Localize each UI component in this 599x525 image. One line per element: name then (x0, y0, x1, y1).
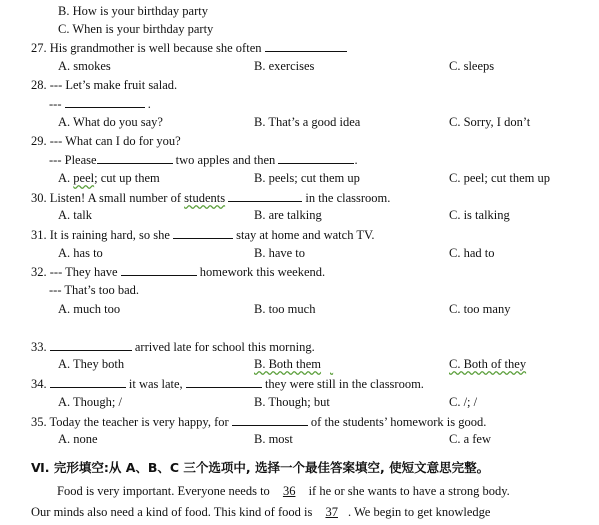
option-b: B. have to (254, 246, 306, 260)
answer-blank (186, 374, 262, 388)
reply-dash: --- (49, 97, 62, 111)
option-b: B. That’s a good idea (254, 115, 361, 129)
blank-number-36: 36 (282, 484, 296, 498)
question-34 (31, 374, 424, 392)
question-29-reply (49, 150, 358, 168)
option-a: A. none (58, 432, 98, 446)
answer-blank (278, 150, 354, 164)
question-30-post: in the classroom. (305, 191, 391, 205)
option-a (58, 169, 160, 187)
question-30-options (0, 206, 599, 224)
reply-please: --- Please (49, 153, 97, 167)
passage-text: Food is very important. Everyone needs to (57, 484, 270, 498)
question-30-wavy: students (184, 191, 226, 205)
question-27-options (0, 57, 599, 75)
passage-line-1 (57, 482, 510, 500)
option-a: A. talk (58, 208, 93, 222)
question-27 (31, 38, 347, 56)
answer-blank (228, 188, 302, 202)
answer-blank (97, 150, 173, 164)
option-a-wavy: peel (73, 171, 95, 185)
question-35 (31, 412, 486, 430)
question-27-text: 27. His grandmother is well because she often (31, 41, 262, 55)
question-28-reply (49, 94, 151, 112)
question-28: 28. --- Let’s make fruit salad. (31, 78, 178, 92)
passage-text: if he or she wants to have a strong body. (308, 484, 510, 498)
question-32-pre: 32. --- They have (31, 265, 118, 279)
question-29: 29. --- What can I do for you? (31, 134, 181, 148)
option-a: A. smokes (58, 59, 111, 73)
option-b: B. most (254, 432, 293, 446)
option-c: C. sleeps (449, 59, 495, 73)
option-b: B. exercises (254, 59, 315, 73)
option-c: C. had to (449, 246, 495, 260)
option-b: B. peels; cut them up (254, 171, 360, 185)
option-b: B. Though; but (254, 395, 330, 409)
question-33-pre: 33. (31, 340, 47, 354)
question-31 (31, 225, 375, 243)
passage-text: Our minds also need a kind of food. This kind of food is (31, 505, 313, 519)
answer-blank (50, 374, 126, 388)
option-a: A. much too (58, 302, 121, 316)
option-c-prev: C. When is your birthday party (58, 22, 214, 36)
question-33-options (0, 355, 599, 373)
option-b-prev: B. How is your birthday party (58, 4, 208, 18)
answer-blank (173, 225, 233, 239)
passage-line-2 (31, 503, 490, 521)
answer-blank (50, 337, 132, 351)
question-34-mid: it was late, (128, 377, 183, 391)
option-c: C. a few (449, 432, 491, 446)
reply-middle: two apples and then (175, 153, 276, 167)
blank-number-37: 37 (325, 505, 338, 519)
option-b: B. are talking (254, 208, 322, 222)
question-35-options (0, 430, 599, 448)
option-a-prefix: A. (58, 171, 74, 185)
question-31-options (0, 244, 599, 262)
section-heading: Ⅵ. 完形填空:从 A、B、C 三个选项中, 选择一个最佳答案填空, 使短文意思完整。 (31, 460, 490, 475)
question-35-pre: 35. Today the teacher is very happy, for (31, 415, 229, 429)
option-a: A. What do you say? (58, 115, 163, 129)
option-c: C. peel; cut them up (449, 171, 551, 185)
option-a: A. has to (58, 246, 103, 260)
option-a: A. They both (58, 357, 125, 371)
question-34-post: they were still in the classroom. (264, 377, 424, 391)
question-35-post: of the students’ homework is good. (310, 415, 487, 429)
question-33-post: arrived late for school this morning. (134, 340, 315, 354)
question-30 (31, 188, 390, 206)
answer-blank (232, 412, 308, 426)
question-31-post: stay at home and watch TV. (236, 228, 375, 242)
answer-blank (121, 262, 197, 276)
option-c: C. /; / (449, 395, 478, 409)
question-34-pre: 34. (31, 377, 47, 391)
question-29-options (0, 169, 599, 187)
question-32 (31, 262, 325, 280)
question-33 (31, 337, 315, 355)
option-c: C. Both of they (449, 357, 527, 371)
reply-end: . (147, 97, 151, 111)
question-32-reply: --- That’s too bad. (49, 283, 140, 297)
answer-blank (265, 38, 347, 52)
question-34-options (0, 393, 599, 411)
option-c: C. Sorry, I don’t (449, 115, 531, 129)
wavy-underline-tail (330, 355, 448, 373)
question-28-options (0, 113, 599, 131)
option-a: A. Though; / (58, 395, 123, 409)
reply-end: . (354, 153, 358, 167)
question-31-pre: 31. It is raining hard, so she (31, 228, 170, 242)
option-c: C. too many (449, 302, 511, 316)
option-a-suffix: ; cut up them (94, 171, 160, 185)
option-b: B. Both them (254, 357, 322, 371)
passage-text: . We begin to get knowledge (347, 505, 491, 519)
answer-blank (65, 94, 145, 108)
question-30-pre: 30. Listen! A small number of (31, 191, 185, 205)
option-c: C. is talking (449, 208, 510, 222)
option-b: B. too much (254, 302, 316, 316)
question-32-options (0, 300, 599, 318)
question-32-post: homework this weekend. (199, 265, 326, 279)
